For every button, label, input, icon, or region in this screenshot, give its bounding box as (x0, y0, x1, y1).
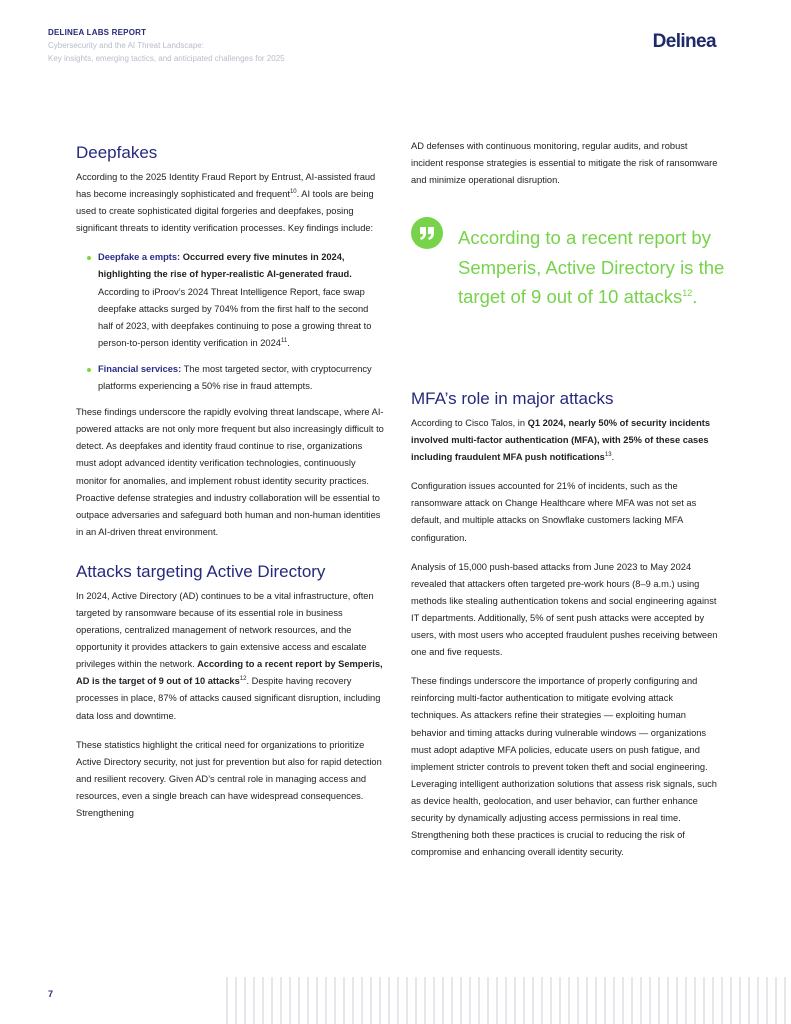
mfa-paragraph-4: These findings underscore the importance of properly configuring and reinforcing multi-factor authentication to mitigate evolving attack techniques. As attackers refine their strategies — exploiting human behavior and timing attacks during vulnerable windows — organizations must adopt adaptive MFA policies, educate users on push fatigue, and implement stricter controls to prevent token theft and social engineering. Leveraging intelligent authorization solutions that assess risk signals, such as device health, geolocation, and user behavior, can further enhance security by dynamically adjusting access permissions in real time. Strengthening both these practices is crucial to reducing the risk of compromise and enhancing overall identity security. (411, 676, 717, 858)
delinea-logo: Delinea (652, 31, 716, 52)
mfa-paragraph-1: According to Cisco Talos, in Q1 2024, nearly 50% of security incidents involved multi-factor authentication (MFA), with 25% of these cases including fraudulent MFA push notifications$^{13}$. (411, 418, 711, 463)
list-item: Deepfake a empts: Occurred every five minutes in 2024, highlighting the rise of hyper-realistic AI-generated fraud. According to iProov’s 2024 Threat Intelligence Report, face swap deepfake attacks surged by 704% from the first half to the second half of 2023, with deepfakes continuing to pose a growing threat to person-to-person identity verification in 2024$^{11}$. (76, 249, 384, 352)
left-column (76, 142, 384, 834)
report-subtitle-line-2: Key insights, emerging tactics, and anticipated challenges for 2025 (48, 54, 285, 63)
quote-text: According to a recent report by Semperis, Active Directory is the target of 9 out of 10 attacks$^{12}$. (458, 227, 725, 307)
right-column-top (411, 138, 721, 201)
report-subtitle-line-1: Cybersecurity and the AI Threat Landscape: (48, 41, 204, 50)
page-number: 7 (48, 989, 54, 999)
active-directory-paragraph-2: These statistics highlight the critical need for organizations to prioritize Active Directory security, not just for prevention but also for rapid detection and resilient recovery. Given AD’s central role in managing access and resources, even a single breach can have widespread consequences. Strengthening (76, 739, 382, 818)
mfa-paragraph-2: Configuration issues accounted for 21% of incidents, such as the ransomware attack on Change Healthcare where MFA was not set as default, and multiple attacks on Snowflake customers lacking MFA configuration. (411, 481, 697, 543)
right-column-bottom (411, 388, 721, 873)
report-label: DELINEA LABS REPORT (48, 28, 147, 37)
quote-icon (411, 217, 443, 249)
footer-decoration (226, 977, 791, 1024)
active-directory-heading: Attacks targeting Active Directory (76, 561, 326, 581)
deepfakes-findings-list (76, 249, 384, 395)
deepfakes-heading: Deepfakes (76, 143, 158, 162)
active-directory-continuation: AD defenses with continuous monitoring, regular audits, and robust incident response strategies is essential to mitigate the risk of ransomware and minimize operational disruption. (411, 141, 718, 186)
mfa-heading: MFA’s role in major attacks (411, 389, 614, 408)
deepfakes-intro: According to the 2025 Identity Fraud Report by Entrust, AI-assisted fraud has become increasingly sophisticated and frequent$^{10}$. AI tools are being used to create sophisticated digital forgeries and deepfakes, posing significant threats to identity verification processes. Key findings include: (76, 172, 376, 234)
deepfakes-conclusion: These findings underscore the rapidly evolving threat landscape, where AI-powered attacks are not only more frequent but also increasingly difficult to detect. As deepfakes and identity fraud continue to rise, organizations must adopt advanced identity verification technologies, continuously monitor for anomalies, and implement robust identity security practices. Proactive defense strategies and industry collaboration will be essential to outpace adversaries and safeguard both human and non-human identities in an AI-driven threat environment. (76, 407, 384, 537)
mfa-paragraph-3: Analysis of 15,000 push-based attacks from June 2023 to May 2024 revealed that attackers often targeted pre-work hours (8–9 a.m.) using methods like stealing authentication tokens and social engineering against IT departments. Additionally, 5% of sent push attacks were accepted by users, with most users who accepted fraudulent pushes receiving between one and five requests. (411, 561, 718, 658)
list-item: Financial services: The most targeted sector, with cryptocurrency platforms experiencing a 50% rise in fraud attempts. (76, 361, 384, 395)
active-directory-paragraph-1: In 2024, Active Directory (AD) continues to be a vital infrastructure, often targeted by ransomware because of its essential role in business operations, centralized management of network resources, and the opportunity it provides attackers to gain extensive access and escalate privileges within the network. According to a recent report by Semperis, AD is the target of 9 out of 10 attacks$^{12}$. Despite having recovery processes in place, 87% of attacks caused significant disruption, including data loss and downtime. (76, 590, 383, 721)
page-header (48, 27, 748, 65)
